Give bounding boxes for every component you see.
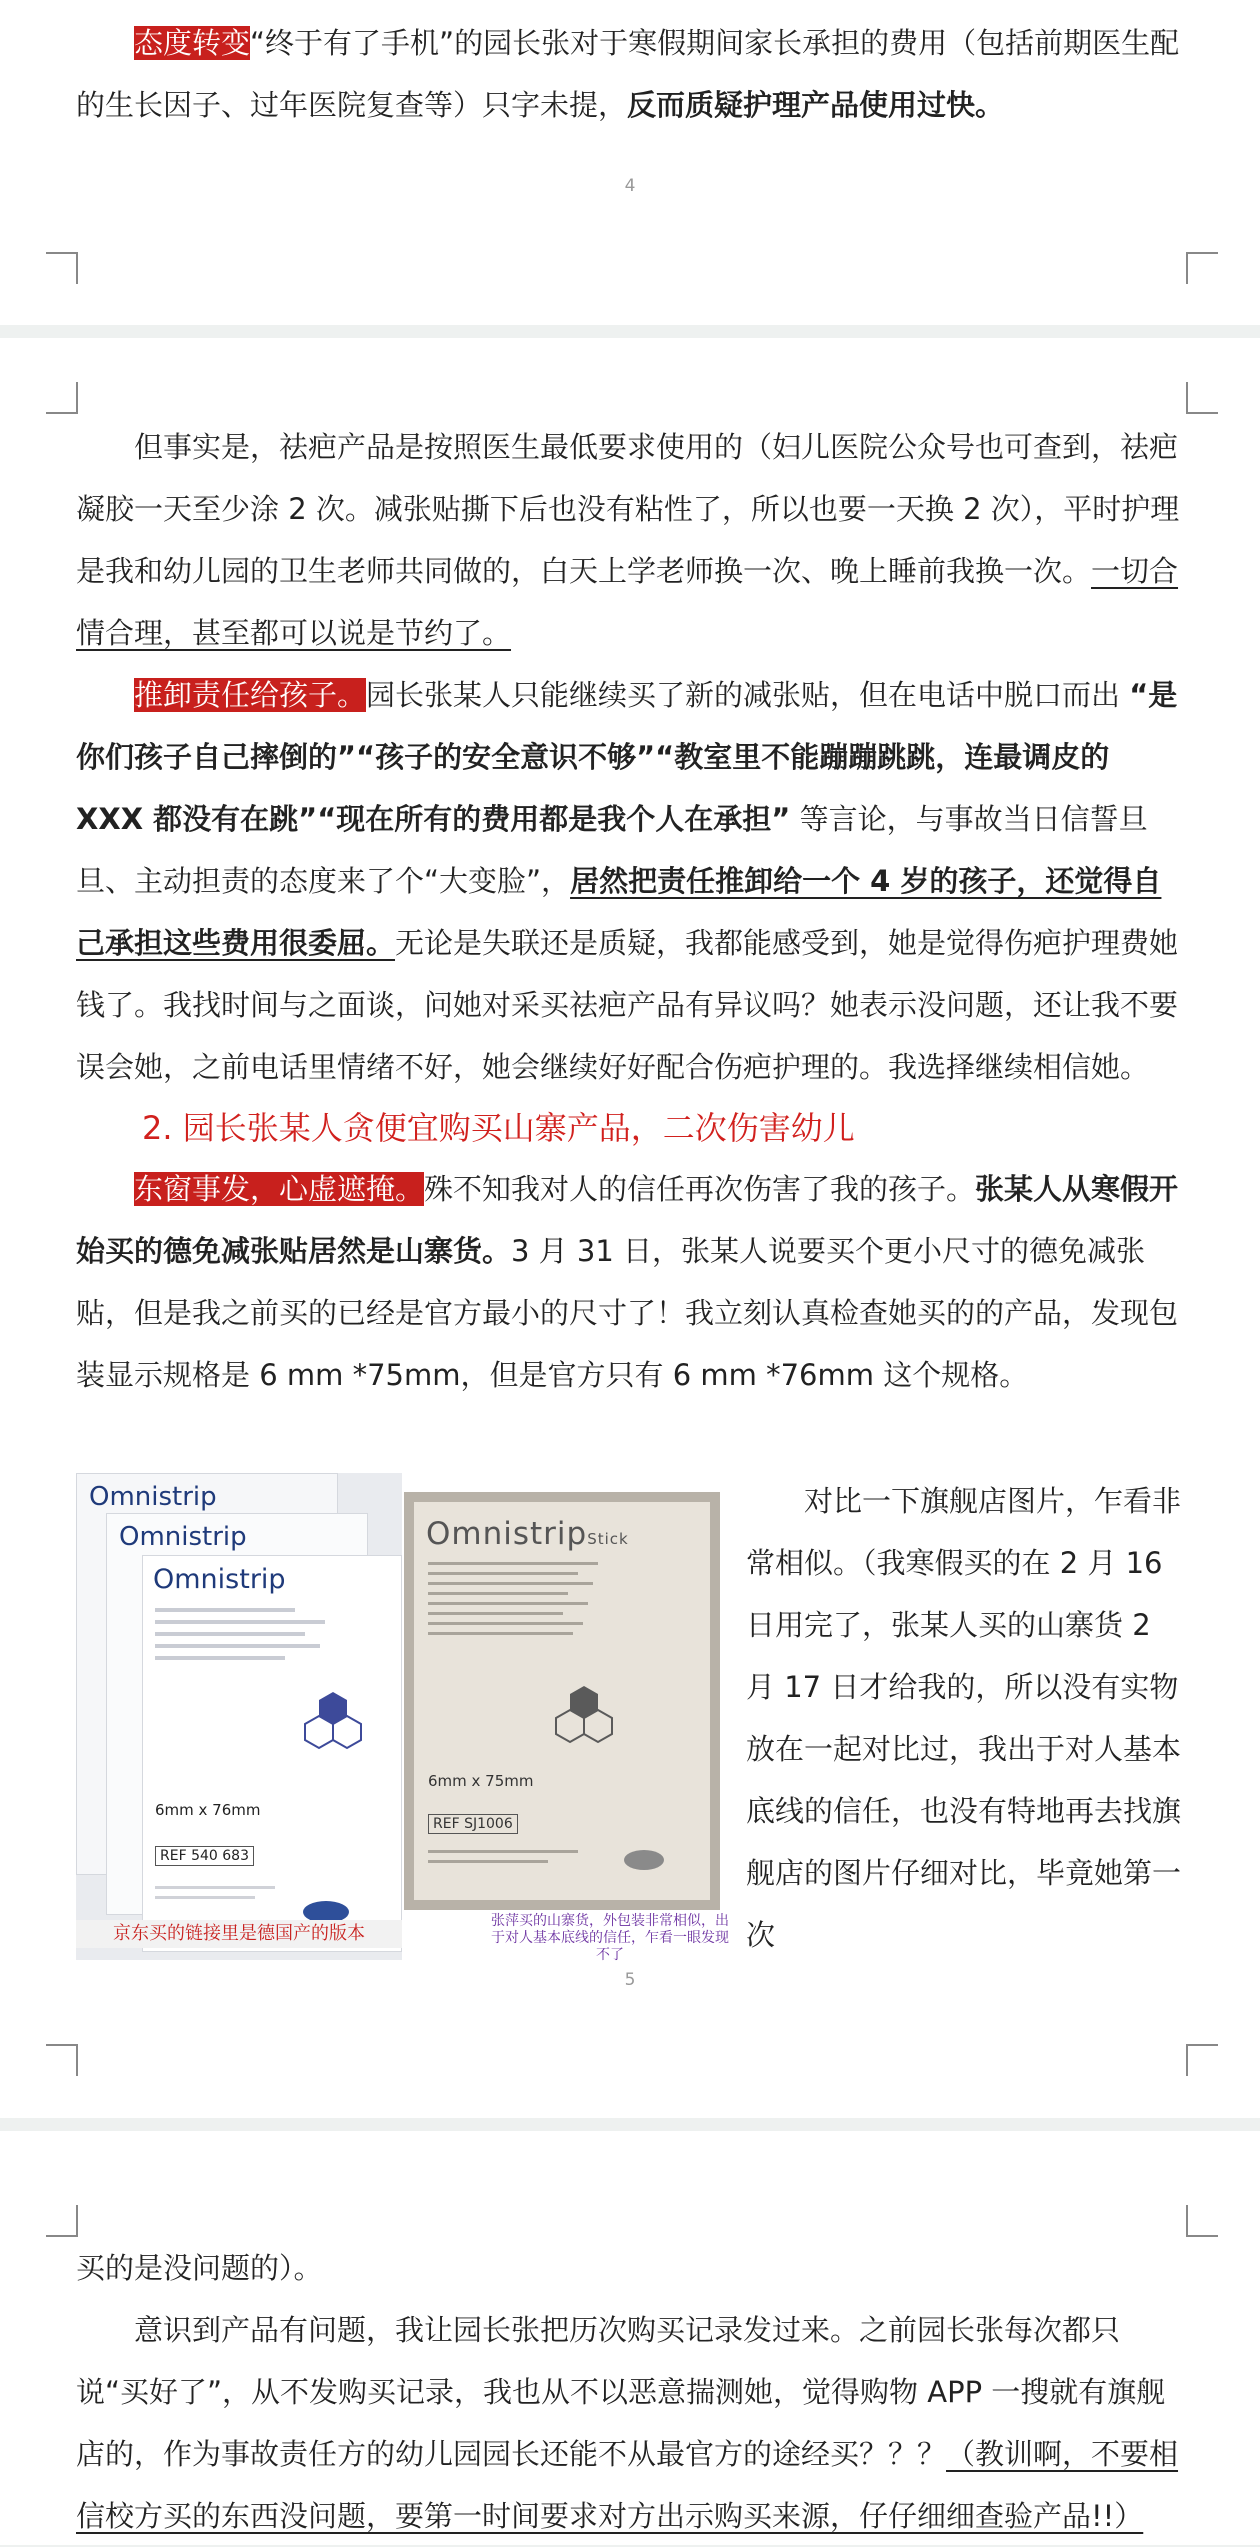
paragraph: [76, 1158, 1184, 1406]
section-heading: 2. 园长张某人贪便宜购买山寨产品，二次伤害幼儿: [142, 1109, 855, 1147]
hexagon-logo-icon: [544, 1680, 624, 1760]
paragraph-bold: 反而质疑护理产品使用过快。: [627, 88, 1005, 122]
product-photo-counterfeit: [404, 1492, 720, 1910]
corner-mark: [46, 382, 78, 414]
photo-caption: 京东买的链接里是德国产的版本: [76, 1920, 402, 1948]
text-line: [428, 1562, 598, 1565]
text-line: [155, 1644, 320, 1648]
text-line: [428, 1572, 578, 1575]
page-number: 4: [624, 176, 636, 196]
paragraph: [76, 2299, 1184, 2547]
paragraph: [76, 416, 1184, 664]
paragraph-bold: 张某人从寒假开始买的德免减张贴居然是山寨货。: [76, 1172, 1179, 1268]
corner-mark: [1186, 252, 1218, 284]
text-line: [155, 1656, 285, 1660]
side-paragraph: [746, 1470, 1186, 1966]
bold-underlined-text: 居然把责任推卸给一个 4 岁的孩子，还觉得自己承担这些费用很委屈。: [76, 864, 1162, 960]
paragraph-text: 等言论，与事故当日信誓旦旦、主动担责的态度来了个“大变脸”，: [76, 802, 1148, 898]
page-4-body: [76, 12, 1184, 136]
paragraph: 买的是没问题的）。: [76, 2251, 323, 2285]
page-number: 5: [624, 1970, 636, 1990]
text-line: [428, 1592, 568, 1595]
paragraph-text: 意识到产品有问题，我让园长张把历次购买记录发过来。之前园长张每次都只说“买好了”，从不发购买记录，我也从不以恶意揣测她，觉得购物 APP 一搜就有旗舰店的，作为事故责任方的幼儿园园长还能不从最官方的途经买？？？: [76, 2313, 1166, 2471]
corner-mark: [46, 2044, 78, 2076]
paragraph-text: 园长张某人只能继续买了新的减张贴，但在电话中脱口而出: [366, 678, 1130, 712]
brand-suffix: Stick: [587, 1530, 629, 1548]
underlined-text: （教训啊，不要相信校方买的东西没问题，要第一时间要求对方出示购买来源，仔仔细细查验产品!!）: [76, 2437, 1179, 2533]
highlight-badge: 东窗事发，心虚遮掩。: [134, 1172, 425, 1206]
text-line: [428, 1860, 548, 1863]
corner-mark: [1186, 2205, 1218, 2237]
size-label: 6mm x 76mm: [155, 1801, 261, 1819]
text-line: [155, 1896, 255, 1899]
photo-caption-counterfeit: 张萍买的山寨货，外包装非常相似，出于对人基本底线的信任，乍看一眼发现不了: [491, 1913, 729, 1963]
highlight-badge: 态度转变: [134, 26, 251, 60]
text-line: [428, 1612, 563, 1615]
underlined-text: 一切合情合理，甚至都可以说是节约了。: [76, 554, 1179, 650]
paragraph: [76, 12, 1184, 136]
product-photo-official: [76, 1473, 402, 1960]
text-line: [155, 1632, 305, 1636]
paragraph-text: 无论是失联还是质疑，我都能感受到，她是觉得伤疤护理费她钱了。我找时间与之面谈，问她对采买祛疤产品有异议吗？她表示没问题，还让我不要误会她，之前电话里情绪不好，她会继续好好配合伤疤护理的。我选择继续相信她。: [76, 926, 1179, 1084]
brand-label: Omnistrip: [89, 1482, 217, 1512]
corner-mark: [1186, 382, 1218, 414]
product-box-front: [142, 1555, 402, 1952]
text-line: [428, 1850, 578, 1853]
paragraph-text: 但事实是，祛疤产品是按照医生最低要求使用的（妇儿医院公众号也可查到，祛疤凝胶一天至少涂 2 次。减张贴撕下后也没有粘性了，所以也要一天换 2 次），平时护理是我和幼儿园的卫生老师共同做的，白天上学老师换一次、晚上睡前我换一次。: [76, 430, 1180, 588]
page-6: [0, 2131, 1260, 2545]
page-5: [0, 338, 1260, 2118]
text-line: [155, 1608, 295, 1612]
text-line: [428, 1632, 573, 1635]
ref-label: REF 540 683: [155, 1846, 254, 1866]
hexagon-logo-icon: [293, 1686, 373, 1766]
text-line: [155, 1620, 325, 1624]
paragraph-bold: “是你们孩子自己摔倒的”“孩子的安全意识不够”“教室里不能蹦蹦跳跳，连最调皮的 XXX 都没有在跳”“现在所有的费用都是我个人在承担”: [76, 678, 1178, 836]
paragraph: [76, 664, 1184, 1098]
package: [414, 1502, 710, 1900]
page-5-body: [76, 416, 1184, 1406]
text-line: [428, 1622, 583, 1625]
brand-label: [426, 1516, 629, 1552]
highlight-badge: 推卸责任给孩子。: [134, 678, 367, 712]
brand-name: Omnistrip: [426, 1516, 588, 1552]
corner-mark: [46, 2205, 78, 2237]
page-4: [0, 0, 1260, 325]
text-line: [428, 1602, 588, 1605]
paragraph-text: 殊不知我对人的信任再次伤害了我的孩子。: [424, 1172, 976, 1206]
text-line: [428, 1582, 593, 1585]
brand-label: Omnistrip: [119, 1522, 247, 1552]
paragraph-text: 3 月 31 日，张某人说要买个更小尺寸的德免减张贴，但是我之前买的已经是官方最小的尺寸了！我立刻认真检查她买的的产品，发现包装显示规格是 6 mm *75mm，但是官方只有 6 mm *76mm 这个规格。: [76, 1234, 1179, 1392]
size-label: 6mm x 75mm: [428, 1772, 534, 1790]
page-6-body: [76, 2237, 1184, 2547]
manufacturer-logo-icon: [624, 1850, 664, 1870]
corner-mark: [1186, 2044, 1218, 2076]
text-line: [155, 1886, 275, 1889]
corner-mark: [46, 252, 78, 284]
paragraph-text: 对比一下旗舰店图片，乍看非常相似。（我寒假买的在 2 月 16 日用完了，张某人买的山寨货 2 月 17 日才给我的，所以没有实物放在一起对比过，我出于对人基本底线的信任，也没有特地再去找旗舰店的图片仔细对比，毕竟她第一次: [746, 1484, 1182, 1952]
brand-label: Omnistrip: [153, 1564, 286, 1595]
ref-label: REF SJ1006: [428, 1814, 518, 1834]
paragraph-text: “终于有了手机”的园长张对于寒假期间家长承担的费用（包括前期医生配的生长因子、过年医院复查等）只字未提，: [76, 26, 1180, 122]
